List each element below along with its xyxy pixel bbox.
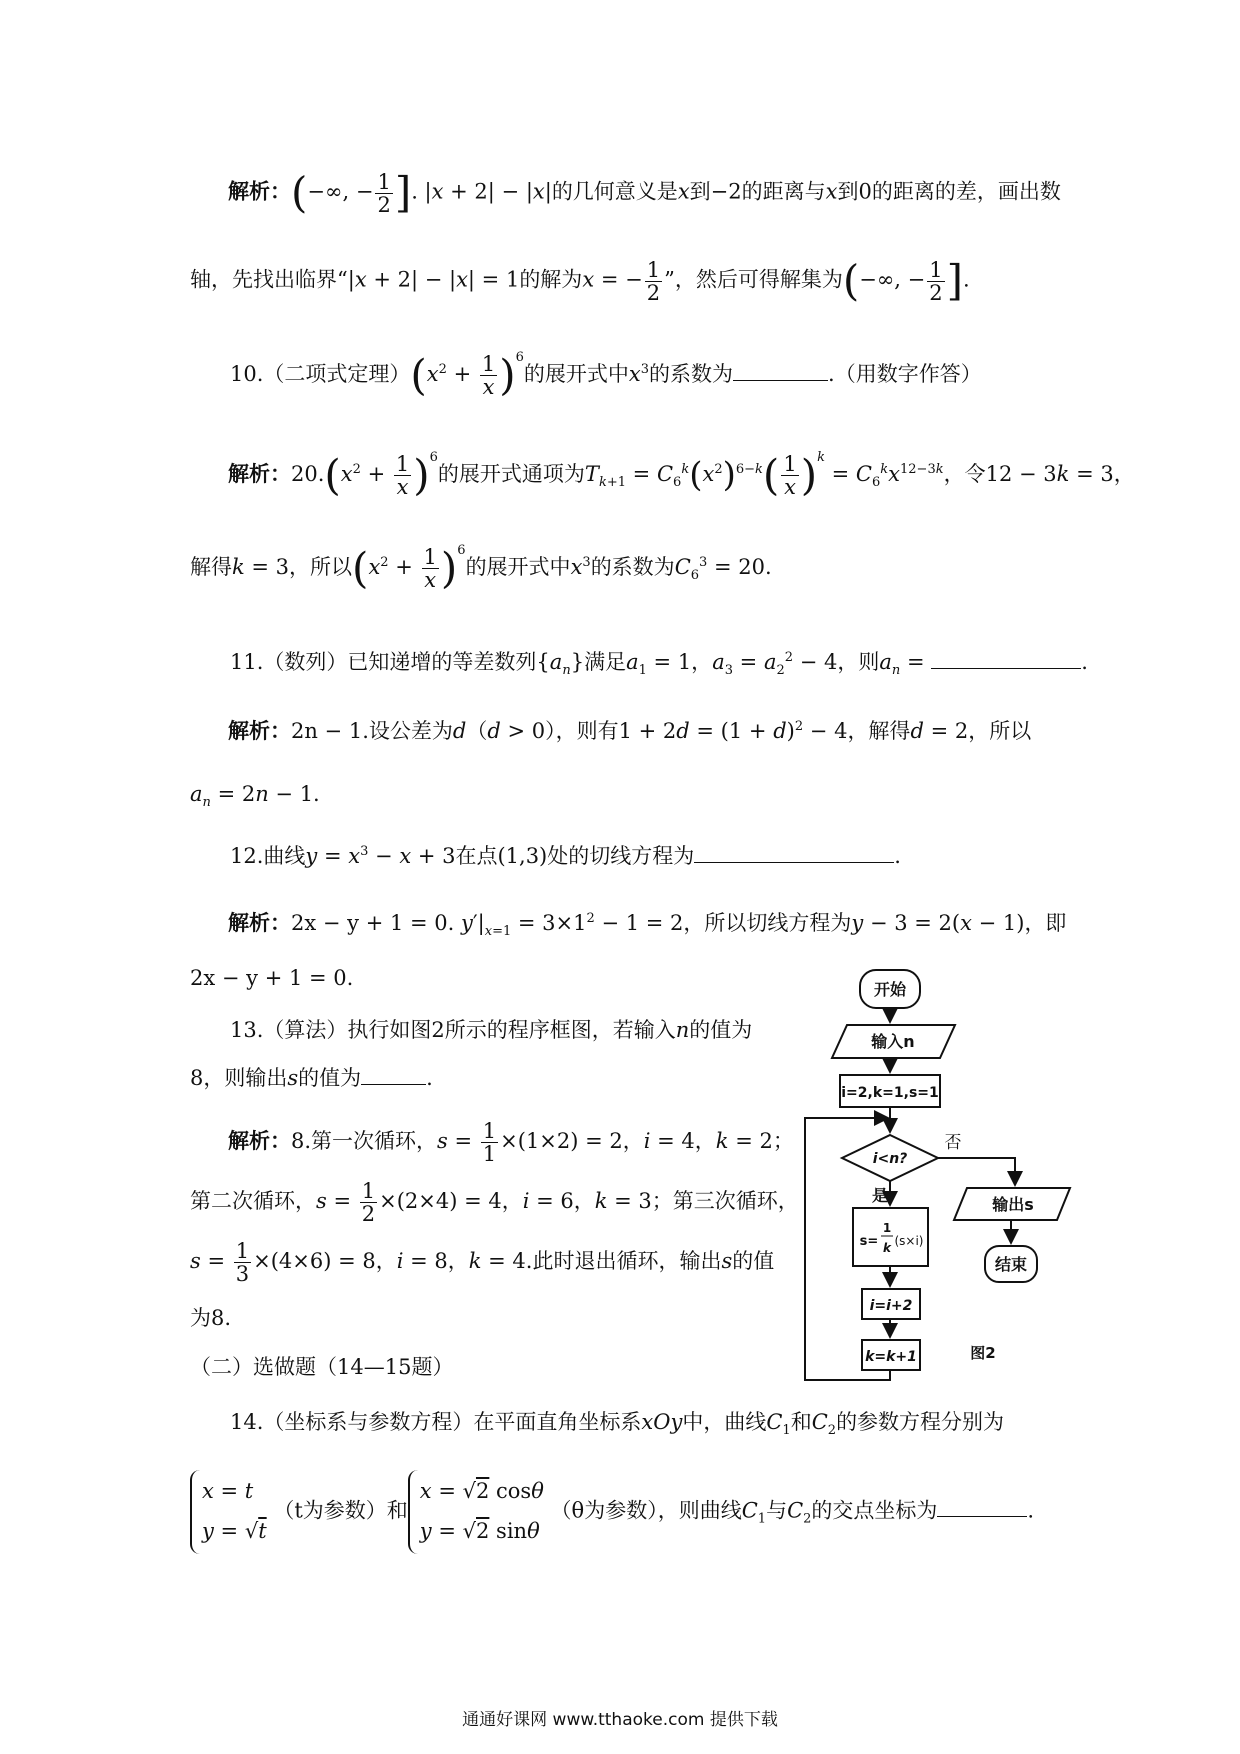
q12-stem: 12.曲线$y = x^3 - x + 3$在点(1,3)处的切线方程为 . <box>230 844 901 868</box>
q9-analysis-line2: 轴，先找出临界“|x + 2| − |x| = 1的解为x = − $\frac{1}{2}$ ”，然后可得解集为(−∞, − $\frac{1}{2}$ ]. <box>190 256 970 305</box>
q13-stem-line2: 8，则输出s的值为 . <box>190 1066 433 1090</box>
q13-analysis-line1: 解析：8.第一次循环，s = $\frac{1}{1}$ ×(1×2) = 2，i = 4，k = 2； <box>228 1119 794 1167</box>
q9-answer: −∞, − <box>307 179 374 204</box>
q11-answer-blank[interactable] <box>931 650 1081 669</box>
q11-analysis-line2: $a_n = 2n - 1$. <box>190 782 320 811</box>
q11-analysis-line1: 解析：2n − 1.设公差为d（d > 0），则有$1 + 2d = (1 + d)^2 - 4$，解得d = 2，所以 <box>228 718 1032 743</box>
q12-analysis-line2: 2x − y + 1 = 0. <box>190 966 354 990</box>
q13-analysis-line2: 第二次循环，s = $\frac{1}{2}$ ×(2×4) = 4，i = 6，k = 3；第三次循环， <box>190 1179 799 1227</box>
flow-end-label: 结束 <box>994 1255 1028 1274</box>
q14-stem-line2: x = t y = √t （t为参数）和 x = √2 cosθ y = √2 sinθ （θ为参数），则曲线$C_1$与$C_2$的交点坐标为 . <box>190 1470 1034 1554</box>
flow-output-label: 输出s <box>992 1195 1034 1214</box>
q10-analysis-line1: 解析：$20.(x^2$ + $\frac{1}{x}$ )$^6$的展开式通项为$T_{k+1} = C_6^k(x^2)^{6-k}$( $\frac{1}{x}$ )$^k = C_6^kx^{12-3k}$，令12 − 3k = 3， <box>228 450 1135 500</box>
flow-step-i-label: i=i+2 <box>869 1298 913 1314</box>
q9-analysis-line1: 解析：(−∞, − $\frac{1}{2}$ ]. |x + 2| − |x|的几何意义是x到−2的距离与x到0的距离的差，画出数 <box>228 168 1061 217</box>
q10-stem: 10.（二项式定理）($x^2$ + $\frac{1}{x}$ )$^6$的展开式中$x^3$的系数为 .（用数字作答） <box>230 350 982 400</box>
flow-caption: 图2 <box>970 1344 996 1362</box>
q10-analysis-line2: 解得k = 3，所以($x^2$ + $\frac{1}{x}$ )$^6$的展开式中$x^3$的系数为$C_6^3 = 20$. <box>190 543 772 593</box>
flow-start-label: 开始 <box>873 980 907 999</box>
svg-text:1: 1 <box>882 1221 892 1235</box>
q12-answer-blank[interactable] <box>694 844 894 863</box>
q12-analysis-line1: 解析：2x − y + 1 = 0. $y'|_{x=1} = 3\times 1^2 - 1 = 2$，所以切线方程为y − 3 = 2(x − 1)，即 <box>228 910 1067 940</box>
q11-stem: 11.（数列）已知递增的等差数列$\{a_n\}$满足$a_1 = 1$，$a_3 = a_2^2 - 4$，则$a_n$ = . <box>230 650 1088 679</box>
svg-text:(s×i): (s×i) <box>894 1234 924 1248</box>
flow-init-label: i=2,k=1,s=1 <box>841 1085 939 1101</box>
q13-analysis-line4: 为8. <box>190 1306 232 1330</box>
q14-answer-blank[interactable] <box>937 1498 1027 1517</box>
flow-input-label: 输入n <box>871 1032 915 1051</box>
flow-condition-label: i<n? <box>872 1151 908 1167</box>
q13-analysis-line3: s = $\frac{1}{3}$ ×(4×6) = 8，i = 8，k = 4.此时退出循环，输出s的值 <box>190 1239 775 1287</box>
flow-step-s-label: s= <box>859 1234 879 1249</box>
q10-answer-blank[interactable] <box>733 362 828 381</box>
flow-no-label: 否 <box>944 1133 962 1153</box>
flowchart-figure <box>795 965 1090 1395</box>
q14-stem: 14.（坐标系与参数方程）在平面直角坐标系xOy中，曲线$C_1$和$C_2$的参数方程分别为 <box>230 1410 1005 1439</box>
analysis-label: 解析： <box>228 178 291 204</box>
q13-stem: 13.（算法）执行如图2所示的程序框图，若输入n的值为 <box>230 1018 753 1042</box>
q13-answer-blank[interactable] <box>361 1066 426 1085</box>
page-footer: 通通好课网 www.tthaoke.com 提供下载 <box>462 1710 778 1730</box>
flow-step-k-label: k=k+1 <box>865 1349 917 1365</box>
svg-text:k: k <box>883 1241 891 1255</box>
flow-yes-label: 是 <box>871 1186 889 1205</box>
section-optional: （二）选做题（14—15题） <box>190 1355 454 1379</box>
